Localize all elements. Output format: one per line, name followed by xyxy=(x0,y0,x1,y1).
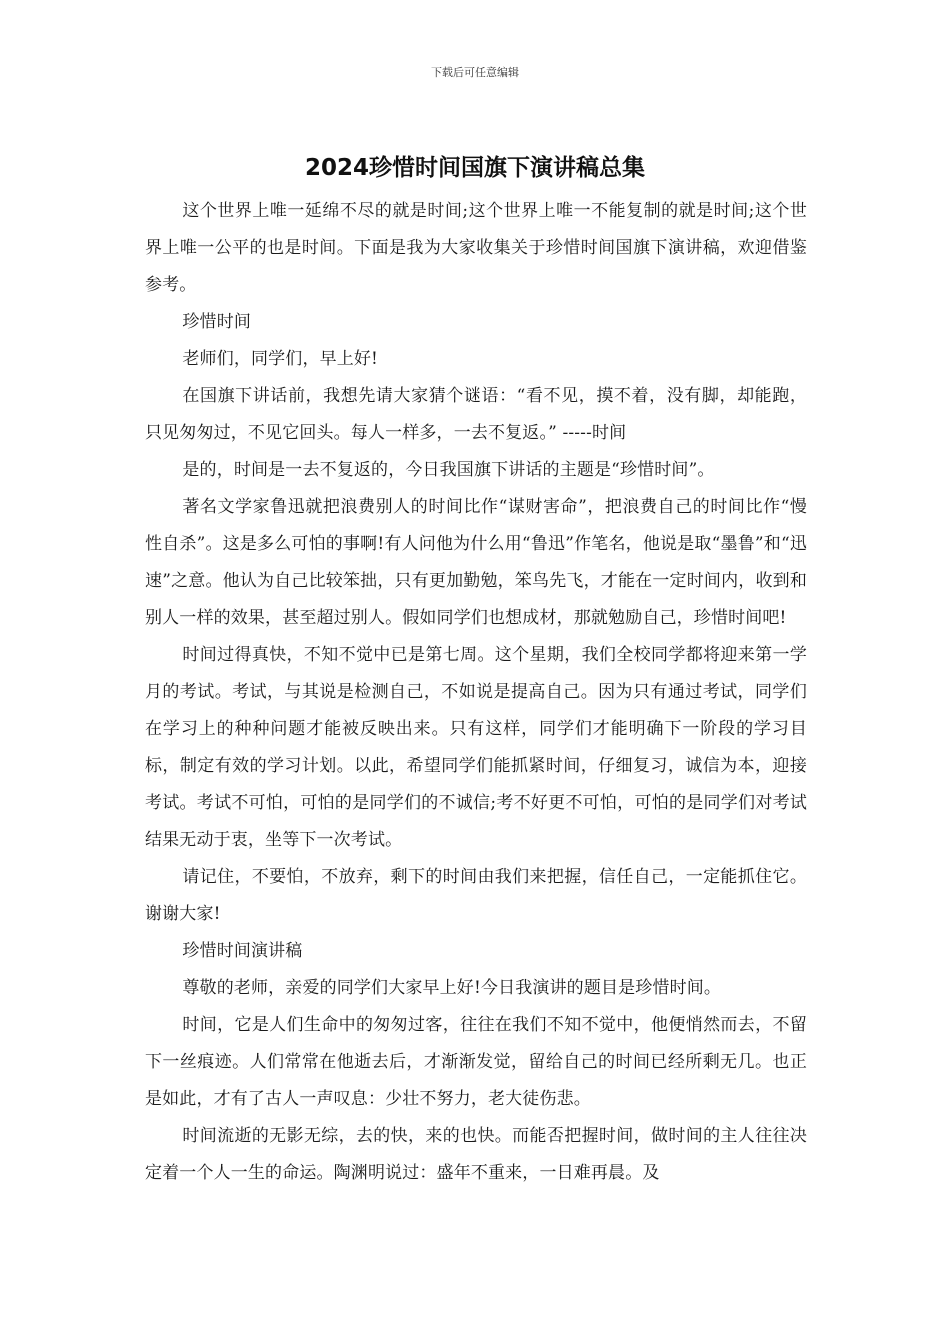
document-body xyxy=(145,193,807,1192)
paragraph-time-passing: 时间，它是人们生命中的匆匆过客，往往在我们不知不觉中，他便悄然而去，不留下一丝痕迹。人们常常在他逝去后，才渐渐发觉，留给自己的时间已经所剩无几。也正是如此，才有了古人一声叹息：少壮不努力，老大徒伤悲。 xyxy=(145,1015,807,1109)
paragraph-theme: 是的，时间是一去不复返的，今日我国旗下讲话的主题是“珍惜时间”。 xyxy=(182,460,715,480)
document-title: 2024珍惜时间国旗下演讲稿总集 xyxy=(304,155,645,181)
section-heading-cherish-time: 珍惜时间 xyxy=(182,312,251,332)
paragraph-speech-greeting: 尊敬的老师，亲爱的同学们大家早上好!今日我演讲的题目是珍惜时间。 xyxy=(182,978,722,998)
paragraph-lu-xun: 著名文学家鲁迅就把浪费别人的时间比作“谋财害命”，把浪费自己的时间比作“慢性自杀”。这是多么可怕的事啊!有人问他为什么用“鲁迅”作笔名，他说是取“墨鲁”和“迅速”之意。他认为自己比较笨拙，只有更加勤勉，笨鸟先飞，才能在一定时间内，收到和别人一样的效果，甚至超过别人。假如同学们也想成材，那就勉励自己，珍惜时间吧! xyxy=(145,497,807,628)
paragraph-greeting: 老师们，同学们，早上好! xyxy=(182,349,379,369)
section-heading-speech: 珍惜时间演讲稿 xyxy=(182,941,303,961)
paragraph-time-master: 时间流逝的无影无综，去的快，来的也快。而能否把握时间，做时间的主人往往决定着一个人一生的命运。陶渊明说过：盛年不重来，一日难再晨。及 xyxy=(145,1126,807,1183)
paragraph-riddle: 在国旗下讲话前，我想先请大家猜个谜语：“看不见，摸不着，没有脚，却能跑，只见匆匆过，不见它回头。每人一样多，一去不复返。” -----时间 xyxy=(145,386,807,443)
paragraph-exam: 时间过得真快，不知不觉中已是第七周。这个星期，我们全校同学都将迎来第一学月的考试。考试，与其说是检测自己，不如说是提高自己。因为只有通过考试，同学们在学习上的种种问题才能被反映出来。只有这样，同学们才能明确下一阶段的学习目标，制定有效的学习计划。以此，希望同学们能抓紧时间，仔细复习，诚信为本，迎接考试。考试不可怕，可怕的是同学们的不诚信;考不好更不可怕，可怕的是同学们对考试结果无动于衷，坐等下一次考试。 xyxy=(145,645,807,850)
page-header-note: 下载后可任意编辑 xyxy=(431,66,519,79)
paragraph-closing: 请记住，不要怕，不放弃，剩下的时间由我们来把握，信任自己，一定能抓住它。谢谢大家! xyxy=(145,867,807,924)
paragraph-intro: 这个世界上唯一延绵不尽的就是时间;这个世界上唯一不能复制的就是时间;这个世界上唯一公平的也是时间。下面是我为大家收集关于珍惜时间国旗下演讲稿，欢迎借鉴参考。 xyxy=(145,201,807,295)
